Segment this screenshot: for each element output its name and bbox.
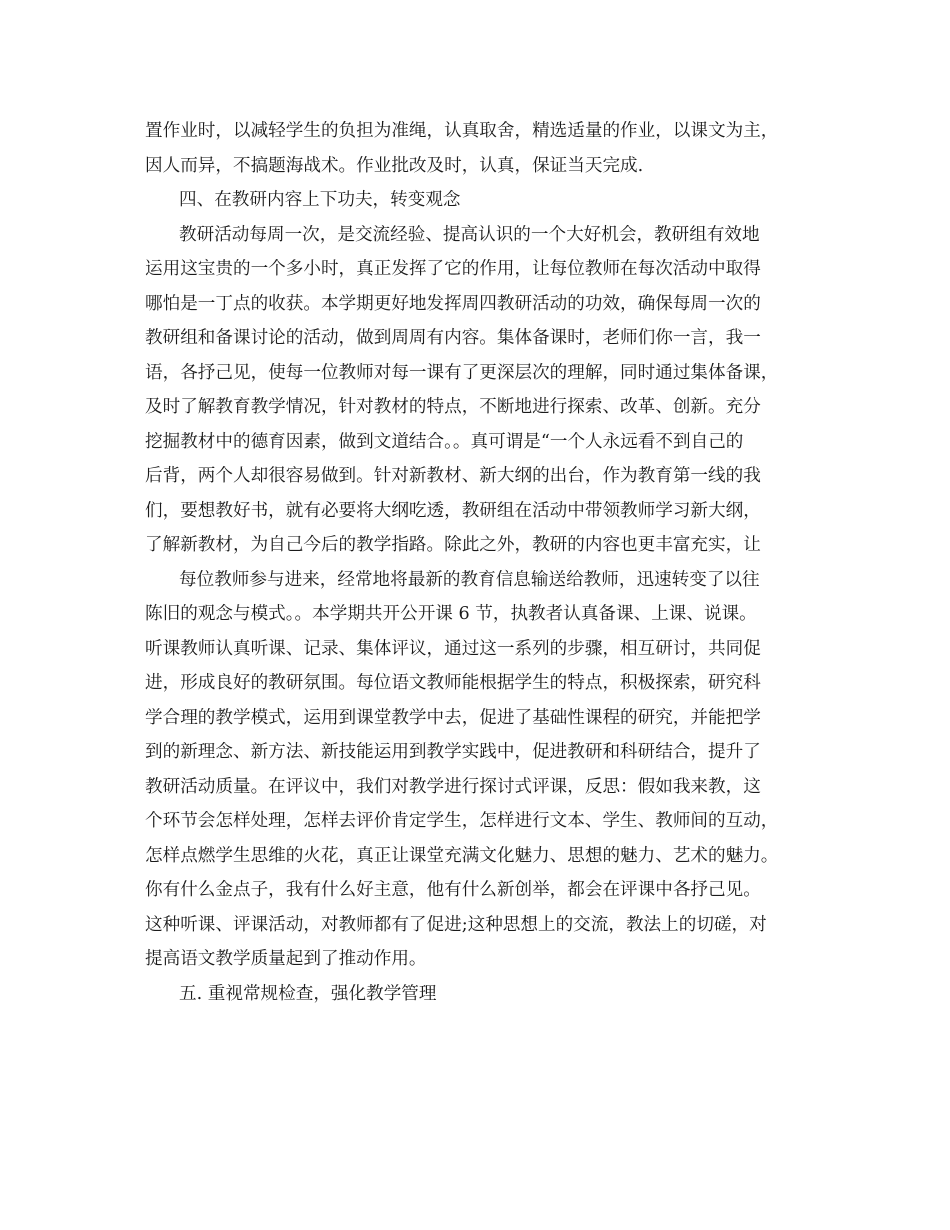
- paragraph-line: 置作业时，以减轻学生的负担为准绳，认真取舍，精选适量的作业，以课文为主，: [145, 121, 779, 141]
- paragraph-line: 学合理的教学模式，运用到课堂教学中去，促进了基础性课程的研究，并能把学: [145, 707, 761, 728]
- paragraph-line-indented: 五. 重视常规检查，强化教学管理: [179, 983, 437, 1004]
- paragraph-line: 怎样点燃学生思维的火花，真正让课堂充满文化魅力、思想的魅力、艺术的魅力。: [145, 845, 779, 866]
- paragraph-line-indented: 四、在教研内容上下功夫，转变观念: [179, 190, 461, 210]
- paragraph-line: 提高语文教学质量起到了推动作用。: [145, 949, 427, 969]
- paragraph-line: 后背，两个人却很容易做到。针对新教材、新大纲的出台，作为教育第一线的我: [145, 466, 761, 486]
- paragraph-line: 到的新理念、新方法、新技能运用到教学实践中，促进教研和科研结合，提升了: [145, 742, 761, 762]
- paragraph-line: 进，形成良好的教研氛围。每位语文教师能根据学生的特点，积极探索，研究科: [145, 673, 761, 693]
- paragraph-line: 个环节会怎样处理，怎样去评价肯定学生，怎样进行文本、学生、教师间的互动，: [145, 811, 779, 831]
- paragraph-line: 这种听课、评课活动，对教师都有了促进;这种思想上的交流，教法上的切磋，对: [145, 914, 767, 935]
- paragraph-line: 因人而异，不搞题海战术。作业批改及时，认真，保证当天完成.: [145, 155, 644, 176]
- paragraph-line: 语，各抒己见，使每一位教师对每一课有了更深层次的理解，同时通过集体备课，: [145, 362, 779, 383]
- paragraph-line: 教研活动质量。在评议中，我们对教学进行探讨式评课，反思：假如我来教，这: [145, 776, 761, 797]
- paragraph-line: 你有什么金点子，我有什么好主意，他有什么新创举，都会在评课中各抒己见。: [145, 880, 761, 900]
- paragraph-line: 陈旧的观念与模式。。本学期共开公开课 6 节，执教者认真备课、上课、说课。: [145, 604, 757, 624]
- paragraph-line: 挖掘教材中的德育因素，做到文道结合。。真可谓是“一个人永远看不到自己的: [145, 431, 744, 452]
- paragraph-line: 了解新教材，为自己今后的教学指路。除此之外，教研的内容也更丰富充实，让: [145, 535, 761, 555]
- paragraph-line: 们，要想教好书，就有必要将大纲吃透，教研组在活动中带领教师学习新大纲，: [145, 500, 761, 521]
- paragraph-line: 教研组和备课讨论的活动，做到周周有内容。集体备课时，老师们你一言，我一: [145, 328, 761, 348]
- paragraph-line: 及时了解教育教学情况，针对教材的特点，不断地进行探索、改革、创新。充分: [145, 397, 761, 417]
- paragraph-line: 听课教师认真听课、记录、集体评议，通过这一系列的步骤，相互研讨，共同促: [145, 638, 761, 659]
- paragraph-line: 运用这宝贵的一个多小时，真正发挥了它的作用，让每位教师在每次活动中取得: [145, 259, 761, 279]
- paragraph-line-indented: 教研活动每周一次，是交流经验、提高认识的一个大好机会，教研组有效地: [179, 224, 760, 245]
- document-body: [145, 114, 810, 1011]
- paragraph-line-indented: 每位教师参与进来，经常地将最新的教育信息输送给教师，迅速转变了以往: [179, 569, 760, 590]
- paragraph-line: 哪怕是一丁点的收获。本学期更好地发挥周四教研活动的功效，确保每周一次的: [145, 293, 761, 314]
